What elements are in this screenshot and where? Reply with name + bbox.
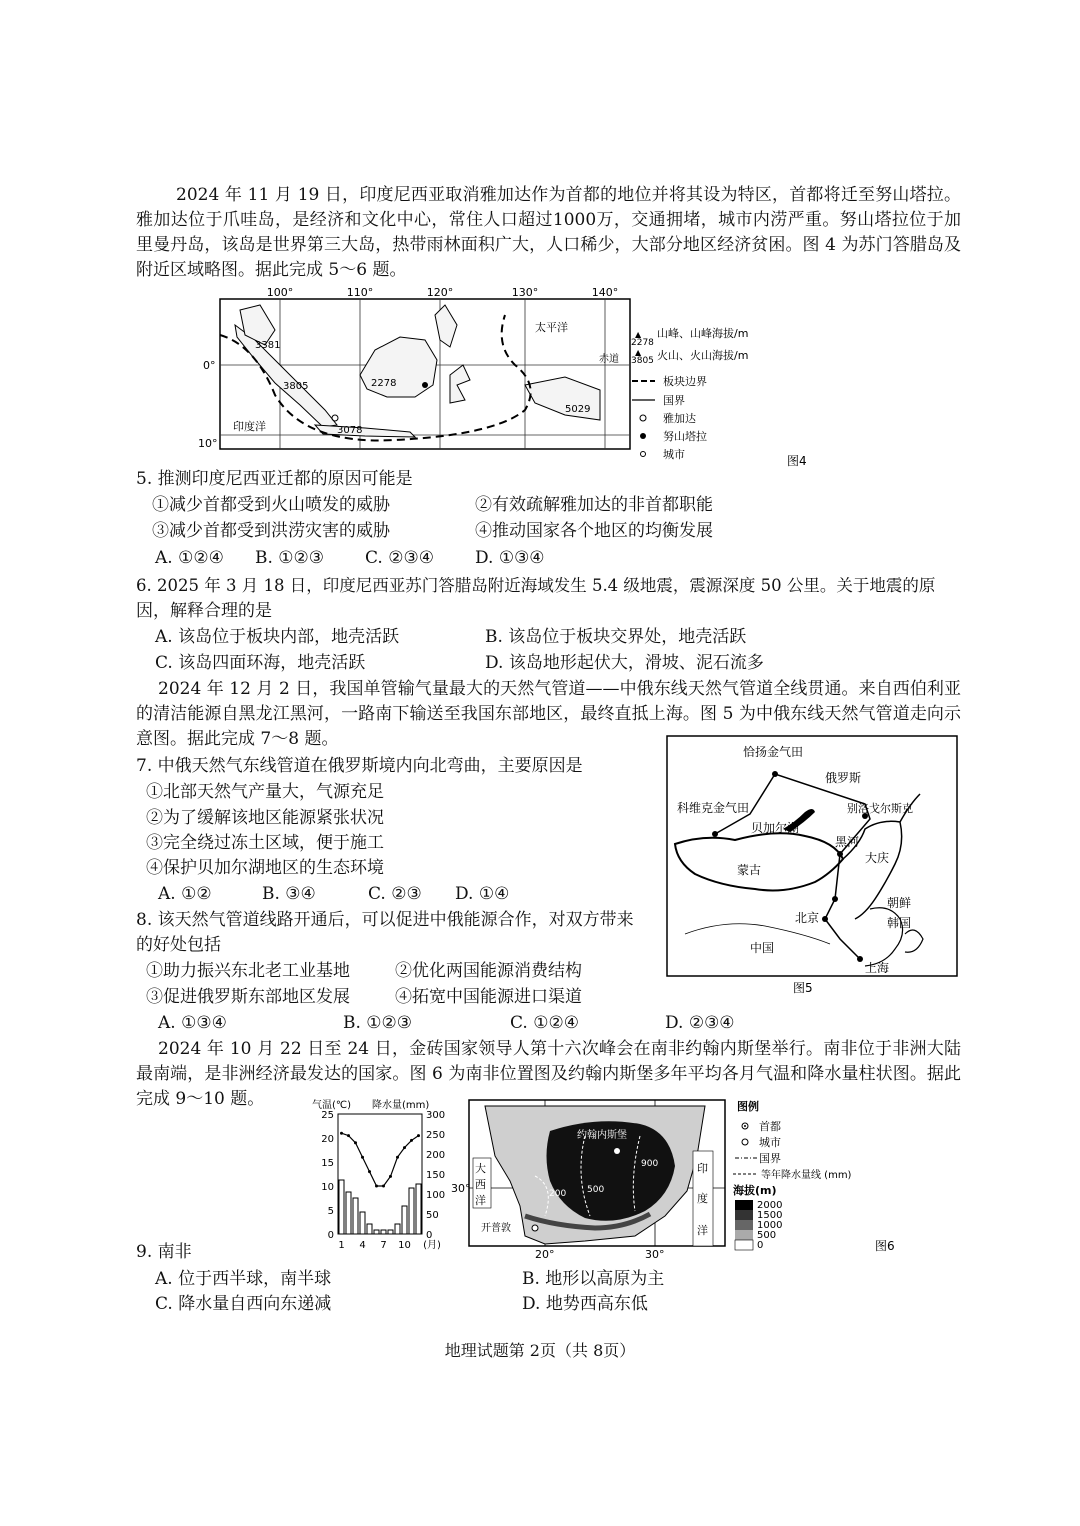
elevation-tick: 0	[757, 1240, 764, 1251]
temperature-tick: 0	[327, 1230, 334, 1241]
q8-item-1: ①助力振兴东北老工业基地	[146, 961, 350, 981]
shanghai-label: 上海	[865, 961, 890, 975]
temperature-point	[417, 1134, 420, 1137]
precipitation-tick: 250	[426, 1130, 446, 1141]
nusantara-marker	[422, 382, 428, 388]
legend-capital: 首都	[759, 1120, 781, 1133]
legend-code: 3805	[631, 356, 654, 366]
indian-ocean-label: 印	[697, 1162, 708, 1175]
q9-option-d[interactable]: D. 地势西高东低	[522, 1294, 648, 1314]
temperature-point	[375, 1185, 378, 1188]
precipitation-bar	[360, 1212, 365, 1234]
heihe-label: 黑河	[835, 835, 860, 849]
temperature-point	[368, 1170, 371, 1173]
temperature-point	[340, 1132, 343, 1135]
q9-option-a[interactable]: A. 位于西半球，南半球	[155, 1269, 332, 1289]
svg-text:▲: ▲	[635, 348, 642, 357]
temperature-point	[389, 1175, 392, 1178]
china-label: 中国	[750, 941, 775, 955]
month-tick: 4	[359, 1240, 366, 1251]
elevation-tick: 1000	[757, 1220, 783, 1231]
figure-6-map	[451, 1096, 905, 1261]
month-tick: 10	[398, 1240, 411, 1251]
legend-code: 2278	[631, 338, 654, 348]
q5-item-4: ④推动国家各个地区的均衡发展	[475, 521, 713, 541]
indian-ocean-label: 印度洋	[233, 420, 266, 433]
pacific-ocean-label: 太平洋	[535, 321, 568, 334]
q5-choice-a[interactable]: A. ①②④	[155, 548, 224, 568]
daqing-label: 大庆	[865, 851, 890, 865]
precipitation-axis-title: 降水量(mm)	[372, 1100, 430, 1111]
figure-6-caption: 图6	[875, 1239, 895, 1253]
isohyet-label: 500	[587, 1185, 605, 1195]
svg-text:▲: ▲	[635, 330, 642, 339]
russia-label: 俄罗斯	[825, 771, 862, 785]
lon-label: 100°	[266, 286, 294, 299]
precipitation-bar	[416, 1184, 421, 1234]
johannesburg-marker	[614, 1148, 620, 1154]
atlantic-label: 西	[475, 1178, 486, 1191]
q5-choice-c[interactable]: C. ②③④	[365, 548, 434, 568]
figure-5-caption: 图5	[793, 981, 813, 995]
q9-stem: 9. 南非	[136, 1242, 192, 1262]
temperature-tick: 20	[321, 1134, 334, 1145]
temperature-point	[410, 1139, 413, 1142]
q9-option-b[interactable]: B. 地形以高原为主	[522, 1269, 665, 1289]
cape-town-label: 开普敦	[481, 1223, 511, 1234]
q8-stem-line-2: 的好处包括	[136, 935, 221, 955]
lon-label: 110°	[346, 286, 374, 299]
lon-label: 140°	[591, 286, 619, 299]
chayanda-field-label: 恰扬金气田	[743, 745, 804, 759]
temperature-point	[361, 1156, 364, 1159]
elevation-tick: 1500	[757, 1210, 783, 1221]
precipitation-bar	[339, 1180, 344, 1234]
q7-item-2: ②为了缓解该地区能源紧张状况	[146, 808, 384, 828]
q6-stem-line-1: 6. 2025 年 3 月 18 日，印度尼西亚苏门答腊岛附近海域发生 5.4 级地震，震源深度 50 公里。关于地震的原	[136, 576, 936, 595]
temperature-axis-title: 气温(℃)	[312, 1100, 352, 1111]
atlantic-label: 洋	[475, 1194, 486, 1207]
precipitation-bar	[367, 1224, 372, 1234]
elevation-title: 海拔(m)	[733, 1184, 777, 1197]
legend-nusantara: 努山塔拉	[663, 430, 707, 443]
beijing-label: 北京	[795, 911, 820, 925]
q5-item-3: ③减少首都受到洪涝灾害的威胁	[152, 521, 390, 541]
precipitation-bar	[395, 1224, 400, 1234]
precipitation-tick: 50	[426, 1210, 439, 1221]
elevation-label: 3805	[283, 381, 309, 392]
precipitation-tick: 0	[426, 1230, 433, 1241]
figure-4-caption: 图4	[787, 454, 807, 468]
elevation-label: 2278	[371, 378, 397, 389]
legend-border: 国界	[759, 1152, 781, 1165]
q5-choice-d[interactable]: D. ①③④	[475, 548, 545, 568]
q7-choice-b[interactable]: B. ③④	[262, 884, 316, 904]
intro-paragraph-3: 2024 年 10 月 22 日至 24 日，金砖国家领导人第十六次峰会在南非约翰内斯堡举行。南非位于非洲大陆最南端，是非洲经济最发达的国家。图 6 为南非位置图及约翰内斯堡多年平均各月气温和降水量柱状图。据此完成 9～10 题。	[136, 1039, 961, 1109]
q7-choice-a[interactable]: A. ①②	[158, 884, 212, 904]
precipitation-bar	[353, 1198, 358, 1234]
cape-town-marker	[532, 1225, 538, 1231]
figure-4	[195, 285, 815, 468]
precipitation-bar	[388, 1230, 393, 1234]
figure-5	[665, 734, 960, 996]
legend-peak: 山峰、山峰海拔/m	[657, 327, 749, 340]
baikal-label: 贝加尔湖	[751, 821, 800, 835]
precipitation-bar	[374, 1230, 379, 1234]
q7-stem: 7. 中俄天然气东线管道在俄罗斯境内向北弯曲，主要原因是	[136, 756, 583, 776]
q7-choice-c[interactable]: C. ②③	[368, 884, 422, 904]
temperature-line	[342, 1133, 419, 1186]
lon-label: 120°	[426, 286, 454, 299]
north-korea-label: 朝鲜	[887, 896, 912, 910]
temperature-tick: 5	[327, 1206, 334, 1217]
kovykta-field-label: 科维克金气田	[677, 801, 750, 815]
belogorsk-label: 别洛戈尔斯克	[847, 802, 913, 815]
precipitation-bar	[346, 1192, 351, 1234]
q5-item-2: ②有效疏解雅加达的非首都职能	[475, 495, 713, 515]
indian-ocean-label: 洋	[697, 1224, 708, 1237]
equator-label: 赤道	[599, 354, 619, 365]
q5-stem: 5. 推测印度尼西亚迁都的原因可能是	[136, 469, 413, 489]
q8-choice-c[interactable]: C. ①②④	[510, 1013, 579, 1033]
lon-label: 20°	[535, 1248, 555, 1261]
q6-option-b[interactable]: B. 该岛位于板块交界处，地壳活跃	[485, 627, 747, 647]
temperature-point	[396, 1156, 399, 1159]
q8-choice-b[interactable]: B. ①②③	[343, 1013, 413, 1033]
q5-item-1: ①减少首都受到火山喷发的威胁	[152, 495, 390, 515]
legend-jakarta: 雅加达	[663, 412, 696, 425]
temperature-point	[354, 1141, 357, 1144]
q6-option-c[interactable]: C. 该岛四面环海，地壳活跃	[155, 653, 366, 673]
month-tick: 7	[380, 1240, 387, 1251]
temperature-tick: 10	[321, 1182, 334, 1193]
q6-stem-line-2: 因，解释合理的是	[136, 601, 272, 621]
precipitation-bar	[402, 1206, 407, 1234]
q8-choice-a[interactable]: A. ①③④	[158, 1013, 227, 1033]
elevation-label: 3381	[255, 340, 281, 351]
legend-isohyet: 等年降水量线 (mm)	[761, 1170, 852, 1181]
isohyet-label: 900	[641, 1159, 659, 1169]
precipitation-tick: 100	[426, 1190, 446, 1201]
lat-label: 0°	[203, 359, 216, 372]
q6-option-a[interactable]: A. 该岛位于板块内部，地壳活跃	[155, 627, 400, 647]
month-tick: (月)	[423, 1240, 441, 1251]
q8-choice-d[interactable]: D. ②③④	[665, 1013, 735, 1033]
intro-paragraph-1: 2024 年 11 月 19 日，印度尼西亚取消雅加达作为首都的地位并将其设为特区，首都将迁至努山塔拉。雅加达位于爪哇岛，是经济和文化中心，常住人口超过1000万，交通拥堵，城市内涝严重。努山塔拉位于加里曼丹岛，该岛是世界第三大岛，热带雨林面积广大，人口稀少，大部分地区经济贫困。图 4 为苏门答腊岛及附近区域略图。据此完成 5～6 题。	[136, 185, 961, 280]
elevation-tick: 2000	[757, 1200, 783, 1211]
atlantic-label: 大	[475, 1162, 486, 1175]
legend-border: 国界	[663, 394, 685, 407]
precipitation-bar	[409, 1188, 414, 1234]
q6-option-d[interactable]: D. 该岛地形起伏大，滑坡、泥石流多	[485, 653, 764, 673]
legend-title: 图例	[737, 1100, 759, 1113]
q7-choice-d[interactable]: D. ①④	[455, 884, 510, 904]
temperature-point	[403, 1146, 406, 1149]
lon-label: 130°	[511, 286, 539, 299]
legend-volcano: 火山、火山海拔/m	[657, 349, 749, 362]
page-footer: 地理试题第 2页（共 8页）	[444, 1341, 636, 1360]
temperature-tick: 15	[321, 1158, 334, 1169]
q8-item-3: ③促进俄罗斯东部地区发展	[146, 987, 350, 1007]
precipitation-tick: 200	[426, 1150, 446, 1161]
elevation-label: 5029	[565, 404, 591, 415]
isohyet-label: 200	[549, 1189, 567, 1199]
figure-6-climate-chart	[310, 1094, 460, 1254]
q8-item-4: ④拓宽中国能源进口渠道	[395, 987, 582, 1007]
q8-item-2: ②优化两国能源消费结构	[395, 961, 582, 981]
month-tick: 1	[338, 1240, 345, 1251]
elevation-tick: 500	[757, 1230, 777, 1241]
q7-item-1: ①北部天然气产量大，气源充足	[146, 782, 384, 802]
q9-option-c[interactable]: C. 降水量自西向东递减	[155, 1294, 332, 1314]
legend-city: 城市	[759, 1136, 781, 1149]
q7-item-3: ③完全绕过冻土区域，便于施工	[146, 833, 384, 853]
indian-ocean-label: 度	[697, 1192, 708, 1205]
lat-label: 30°	[451, 1182, 471, 1195]
legend-city: 城市	[663, 448, 685, 461]
q8-stem-line-1: 8. 该天然气管道线路开通后，可以促进中俄能源合作，对双方带来	[136, 910, 634, 930]
lon-label: 30°	[645, 1248, 665, 1261]
temperature-tick: 25	[321, 1110, 334, 1121]
temperature-point	[382, 1185, 385, 1188]
precipitation-tick: 150	[426, 1170, 446, 1181]
precipitation-bar	[381, 1230, 386, 1234]
legend-plate: 板块边界	[663, 375, 707, 388]
temperature-point	[347, 1134, 350, 1137]
mongolia-label: 蒙古	[737, 863, 762, 877]
q7-item-4: ④保护贝加尔湖地区的生态环境	[146, 858, 384, 878]
johannesburg-label: 约翰内斯堡	[577, 1130, 627, 1141]
q5-choice-b[interactable]: B. ①②③	[255, 548, 325, 568]
elevation-label: 3078	[337, 425, 363, 436]
precipitation-tick: 300	[426, 1110, 446, 1121]
south-korea-label: 韩国	[887, 916, 912, 930]
lat-label: 10°	[198, 437, 218, 450]
intro-paragraph-2: 2024 年 12 月 2 日，我国单管输气量最大的天然气管道——中俄东线天然气管道全线贯通。来自西伯利亚的清洁能源自黑龙江黑河，一路南下输送至我国东部地区，最终直抵上海。图 5 为中俄东线天然气管道走向示意图。据此完成 7～8 题。	[136, 679, 961, 749]
